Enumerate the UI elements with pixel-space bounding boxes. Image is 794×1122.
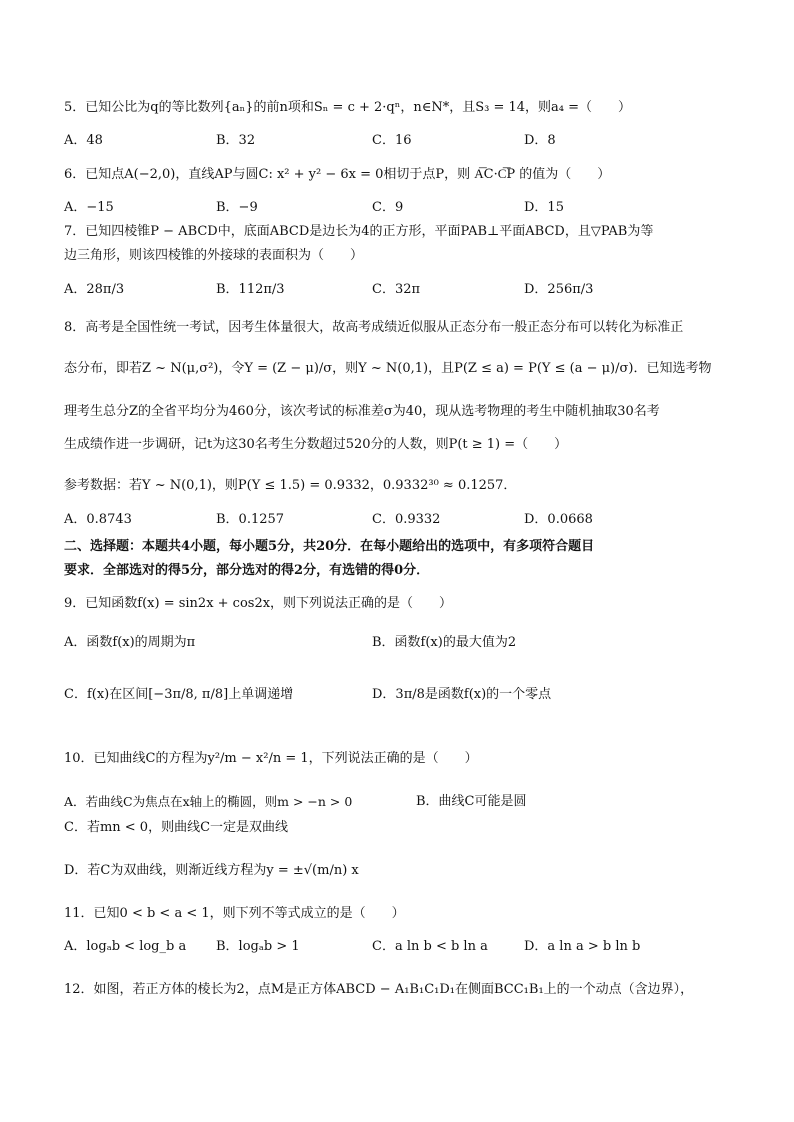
question-9-options-row1 — [64, 632, 744, 654]
option-d: D．3π/8是函数f(x)的一个零点 — [372, 687, 552, 702]
option-d: D．若C为双曲线，则渐近线方程为y = ±√(m/n) x — [64, 863, 359, 878]
question-10-stem: 10．已知曲线C的方程为y²/m − x²/n = 1，下列说法正确的是（ ） — [64, 751, 478, 766]
option-c: C．0.9332 — [372, 512, 441, 527]
question-6-stem: 6．已知点A(−2,0)，直线AP与圆C: x² + y² − 6x = 0相切于点P，则 A͞C·C͞P 的值为（ ） — [64, 167, 611, 182]
option-a: A．28π/3 — [64, 282, 125, 297]
option-b: B．曲线C可能是圆 — [416, 794, 527, 809]
option-b: B．logₐb > 1 — [216, 939, 300, 954]
option-d: D．15 — [524, 200, 564, 215]
question-12-stem: 12．如图，若正方体的棱长为2，点M是正方体ABCD − A₁B₁C₁D₁在侧面BCC₁B₁上的一个动点（含边界）， — [64, 982, 694, 997]
question-8-reference-data: 参考数据：若Y ~ N(0,1)，则P(Y ≤ 1.5) = 0.9332，0.9332³⁰ ≈ 0.1257． — [64, 478, 517, 493]
question-8-options — [64, 509, 744, 531]
option-c: C．16 — [372, 133, 412, 148]
question-8-stem-line3: 理考生总分Z的全省平均分为460分，该次考试的标准差σ为40，现从选考物理的考生中随机抽取30名考 — [64, 404, 660, 419]
question-11-stem: 11．已知0 < b < a < 1，则下列不等式成立的是（ ） — [64, 906, 405, 921]
option-d: D．8 — [524, 133, 556, 148]
section-2-heading: 二、选择题：本题共4小题，每小题5分，共20分．在每小题给出的选项中，有多项符合题目 — [64, 539, 595, 554]
option-b: B．−9 — [216, 200, 258, 215]
question-8-stem-line4: 生成绩作进一步调研，记t为这30名考生分数超过520分的人数，则P(t ≥ 1) =（ ） — [64, 437, 568, 452]
option-a: A．函数f(x)的周期为π — [64, 635, 196, 650]
option-b: B．0.1257 — [216, 512, 285, 527]
option-d: D．0.0668 — [524, 512, 593, 527]
option-c: C．32π — [372, 282, 421, 297]
section-2-heading-continued: 要求．全部选对的得5分，部分选对的得2分，有选错的得0分． — [64, 563, 430, 578]
option-a: A．若曲线C为焦点在x轴上的椭圆，则m > −n > 0 — [64, 794, 353, 809]
option-c: C．f(x)在区间[−3π/8, π/8]上单调递增 — [64, 687, 294, 702]
question-11-options — [64, 936, 744, 958]
question-7-options — [64, 279, 744, 301]
question-7-stem: 7．已知四棱锥P − ABCD中，底面ABCD是边长为4的正方形，平面PAB⊥平面ABCD，且▽PAB为等 — [64, 224, 654, 239]
question-10-options-row1 — [64, 791, 744, 813]
question-7-stem-continued: 边三角形，则该四棱锥的外接球的表面积为（ ） — [64, 248, 364, 263]
option-b: B．32 — [216, 133, 256, 148]
option-b: B．函数f(x)的最大值为2 — [372, 635, 517, 650]
question-10-options-row3 — [64, 860, 744, 882]
option-a: A．−15 — [64, 200, 114, 215]
option-a: A．0.8743 — [64, 512, 132, 527]
option-b: B．112π/3 — [216, 282, 285, 297]
option-d: D．256π/3 — [524, 282, 594, 297]
question-9-stem: 9．已知函数f(x) = sin2x + cos2x，则下列说法正确的是（ ） — [64, 596, 453, 611]
question-5-stem: 5．已知公比为q的等比数列{aₙ}的前n项和Sₙ = c + 2·qⁿ，n∈N*，且S₃ = 14，则a₄ =（ ） — [64, 100, 632, 115]
option-a: A．48 — [64, 133, 103, 148]
question-8-stem-line2: 态分布，即若Z ~ N(μ,σ²)，令Y = (Z − μ)/σ，则Y ~ N(0,1)，且P(Z ≤ a) = P(Y ≤ (a − μ)/σ)．已知选考物 — [64, 361, 712, 376]
option-c: C．若mn < 0，则曲线C一定是双曲线 — [64, 820, 289, 835]
question-5-options — [64, 130, 744, 152]
option-d: D．a ln a > b ln b — [524, 939, 641, 954]
question-6-options — [64, 197, 744, 219]
question-8-stem: 8．高考是全国性统一考试，因考生体量很大，故高考成绩近似服从正态分布一般正态分布可以转化为标准正 — [64, 320, 684, 335]
question-10-options-row2 — [64, 817, 744, 839]
question-9-options-row2 — [64, 684, 744, 706]
option-a: A．logₐb < log_b a — [64, 939, 187, 954]
option-c: C．9 — [372, 200, 404, 215]
option-c: C．a ln b < b ln a — [372, 939, 488, 954]
